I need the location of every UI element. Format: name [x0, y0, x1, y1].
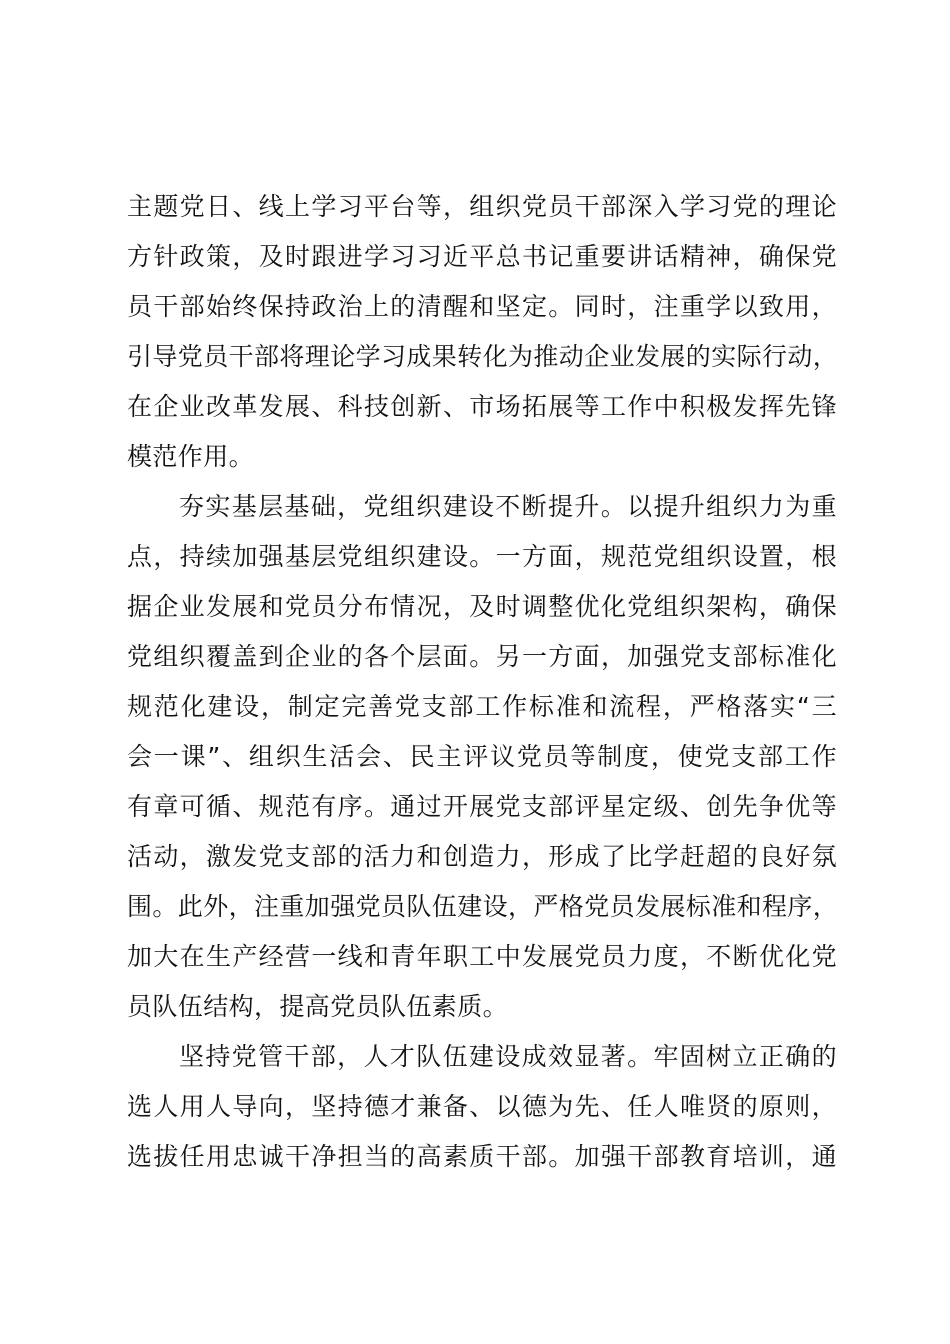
text-line: 点，持续加强基层党组织建设。一方面，规范党组织设置，根	[127, 542, 837, 571]
text-line: 有章可循、规范有序。通过开展党支部评星定级、创先争优等	[127, 792, 837, 821]
text-line: 在企业改革发展、科技创新、市场拓展等工作中积极发挥先锋	[127, 392, 837, 421]
text-line: 党组织覆盖到企业的各个层面。另一方面，加强党支部标准化	[127, 642, 837, 671]
document-body	[127, 182, 837, 1182]
text-line: 会一课”、组织生活会、民主评议党员等制度，使党支部工作	[127, 742, 837, 771]
text-line: 主题党日、线上学习平台等，组织党员干部深入学习党的理论	[127, 192, 837, 221]
paragraph-first-line: 夯实基层基础，党组织建设不断提升。以提升组织力为重	[179, 492, 837, 521]
text-line: 活动，激发党支部的活力和创造力，形成了比学赶超的良好氛	[127, 842, 837, 871]
paragraph-first-line: 坚持党管干部，人才队伍建设成效显著。牢固树立正确的	[179, 1042, 837, 1071]
text-line: 选拔任用忠诚干净担当的高素质干部。加强干部教育培训，通	[127, 1142, 837, 1171]
text-line: 员队伍结构，提高党员队伍素质。	[127, 992, 509, 1021]
text-line: 引导党员干部将理论学习成果转化为推动企业发展的实际行动，	[127, 342, 839, 371]
text-line: 方针政策，及时跟进学习习近平总书记重要讲话精神，确保党	[127, 242, 837, 271]
text-line: 加大在生产经营一线和青年职工中发展党员力度，不断优化党	[127, 942, 837, 971]
text-line: 员干部始终保持政治上的清醒和坚定。同时，注重学以致用，	[127, 292, 837, 321]
text-line: 选人用人导向，坚持德才兼备、以德为先、任人唯贤的原则，	[127, 1092, 837, 1121]
text-line: 模范作用。	[127, 442, 255, 471]
text-line: 规范化建设，制定完善党支部工作标准和流程，严格落实“三	[127, 692, 837, 721]
text-line: 据企业发展和党员分布情况，及时调整优化党组织架构，确保	[127, 592, 837, 621]
text-line: 围。此外，注重加强党员队伍建设，严格党员发展标准和程序，	[127, 892, 839, 921]
